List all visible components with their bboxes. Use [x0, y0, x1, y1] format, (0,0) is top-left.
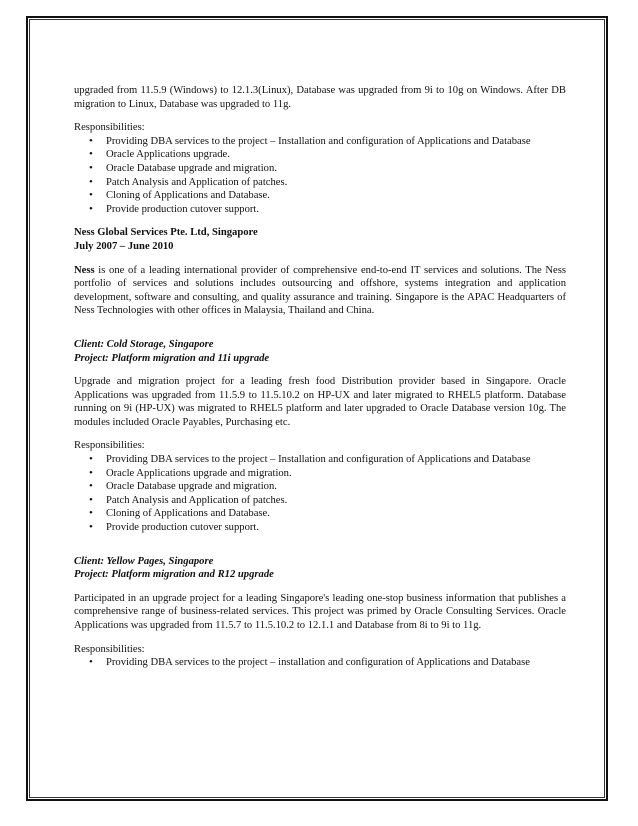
project2-responsibilities-list — [74, 656, 566, 670]
list-item: • Cloning of Applications and Database. — [74, 507, 566, 521]
project1-responsibilities-list — [74, 453, 566, 535]
project1-client: Client: Cold Storage, Singapore — [74, 338, 214, 350]
intro-responsibilities-list — [74, 135, 566, 217]
list-item: • Providing DBA services to the project – Installation and configuration of Applications and Database — [74, 135, 566, 149]
project2-client: Client: Yellow Pages, Singapore — [74, 555, 214, 567]
intro-responsibilities-label: Responsibilities: — [74, 122, 145, 134]
project2-title: Project: Platform migration and R12 upgrade — [74, 569, 274, 581]
list-item: • Oracle Applications upgrade. — [74, 148, 566, 162]
list-item: • Patch Analysis and Application of patches. — [74, 494, 566, 508]
list-item: • Oracle Database upgrade and migration. — [74, 162, 566, 176]
employer-description — [74, 264, 566, 318]
list-item: • Provide production cutover support. — [74, 203, 566, 217]
document-body — [74, 84, 566, 670]
employer-dates: July 2007 – June 2010 — [74, 240, 174, 252]
employer-name: Ness Global Services Pte. Ltd, Singapore — [74, 227, 258, 239]
employer-desc-text: is one of a leading international provider of comprehensive end-to-end IT services and solutions. The Ness portfolio of services and solutions includes outsourcing and offshore, systems integration and application development, software and consulting, and quality assurance and training. Singapore is the APAC Headquarters of Ness Technologies with other offices in Malaysia, Thailand and China. — [74, 264, 566, 317]
project1-description: Upgrade and migration project for a leading fresh food Distribution provider based in Singapore. Oracle Applications was upgraded from 11.5.9 to 11.5.10.2 on HP-UX and later migrated to RHEL5 platform. Database running on 9i (HP-UX) was migrated to RHEL5 platform and later upgraded to Oracle Database version 10g. The modules included Oracle Payables, Purchasing etc. — [74, 376, 566, 428]
list-item: • Oracle Applications upgrade and migration. — [74, 467, 566, 481]
list-item: • Cloning of Applications and Database. — [74, 189, 566, 203]
project2-description: Participated in an upgrade project for a leading Singapore's leading one-stop business information that publishes a comprehensive range of business-related services. This project was primed by Oracle Consulting Services. Oracle Applications was upgraded from 11.5.7 to 11.5.10.2 to 12.1.1 and Database from 8i to 9i to 11g. — [74, 592, 566, 631]
intro-paragraph: upgraded from 11.5.9 (Windows) to 12.1.3(Linux), Database was upgraded from 9i to 10g on Windows. After DB migration to Linux, Database was upgraded to 11g. — [74, 85, 566, 110]
project1-responsibilities-label: Responsibilities: — [74, 440, 145, 452]
list-item: • Oracle Database upgrade and migration. — [74, 480, 566, 494]
list-item: • Patch Analysis and Application of patches. — [74, 176, 566, 190]
list-item: • Providing DBA services to the project – Installation and configuration of Applications and Database — [74, 453, 566, 467]
project1-title: Project: Platform migration and 11i upgrade — [74, 352, 270, 364]
project2-responsibilities-label: Responsibilities: — [74, 643, 145, 655]
employer-desc-lead: Ness — [74, 264, 95, 276]
list-item: • Providing DBA services to the project – installation and configuration of Applications and Database — [74, 656, 566, 670]
list-item: • Provide production cutover support. — [74, 521, 566, 535]
